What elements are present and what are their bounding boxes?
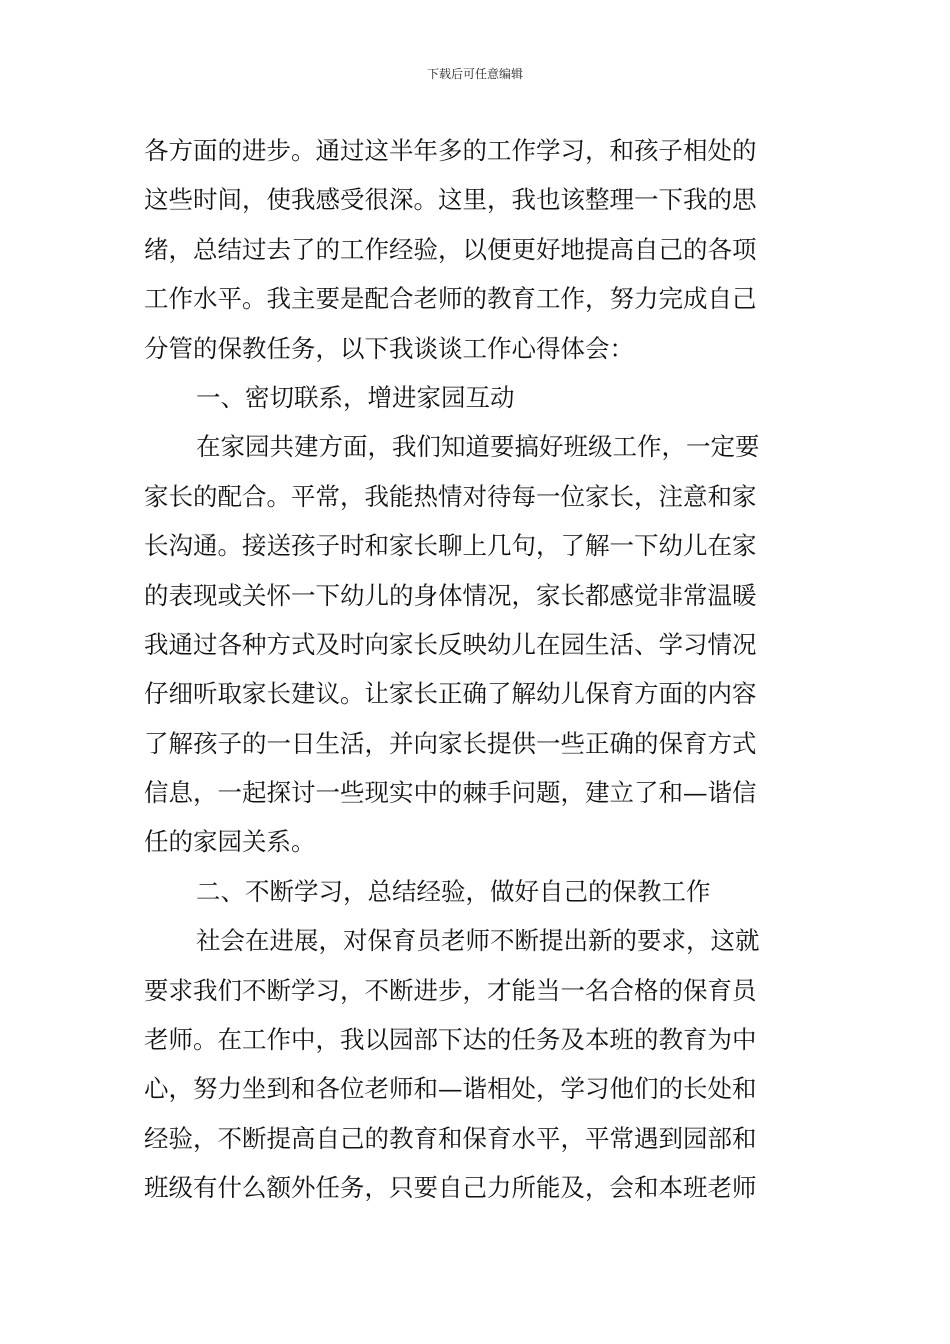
text-line: 信息，一起探讨一些现实中的棘手问题，建立了和—谐信 [144, 778, 757, 808]
text-line: 了解孩子的一日生活，并向家长提供一些正确的保育方式 [144, 728, 757, 758]
text-line: 分管的保教任务，以下我谈谈工作心得体会： [144, 333, 634, 363]
text-line: 仔细听取家长建议。让家长正确了解幼儿保育方面的内容 [144, 679, 757, 709]
text-line: 心，努力坐到和各位老师和—谐相处，学习他们的长处和 [144, 1074, 757, 1104]
text-line: 的表现或关怀一下幼儿的身体情况，家长都感觉非常温暖 [144, 580, 757, 610]
text-line: 长沟通。接送孩子时和家长聊上几句，了解一下幼儿在家 [144, 531, 757, 561]
text-line: 我通过各种方式及时向家长反映幼儿在园生活、学习情况 [144, 629, 757, 659]
text-line: 老师。在工作中，我以园部下达的任务及本班的教育为中 [144, 1025, 757, 1055]
text-line: 家长的配合。平常，我能热情对待每一位家长，注意和家 [144, 481, 757, 511]
text-line: 班级有什么额外任务，只要自己力所能及，会和本班老师 [144, 1173, 757, 1203]
text-line: 这些时间，使我感受很深。这里，我也该整理一下我的思 [144, 185, 757, 215]
text-line: 工作水平。我主要是配合老师的教育工作，努力完成自己 [144, 284, 757, 314]
text-line: 绪，总结过去了的工作经验，以便更好地提高自己的各项 [144, 234, 757, 264]
document-body [144, 126, 808, 1213]
paragraph-first-line: 在家园共建方面，我们知道要搞好班级工作，一定要 [196, 432, 760, 462]
section-heading-2: 二、不断学习，总结经验，做好自己的保教工作 [196, 876, 711, 906]
text-line: 要求我们不断学习，不断进步，才能当一名合格的保育员 [144, 975, 757, 1005]
page-header-note: 下载后可任意编辑 [426, 67, 523, 81]
paragraph-first-line: 社会在进展，对保育员老师不断提出新的要求，这就 [196, 926, 760, 956]
section-heading-1: 一、密切联系，增进家园互动 [196, 382, 515, 412]
text-line: 任的家园关系。 [144, 827, 316, 857]
text-line: 经验，不断提高自己的教育和保育水平，平常遇到园部和 [144, 1123, 757, 1153]
text-line: 各方面的进步。通过这半年多的工作学习，和孩子相处的 [144, 136, 757, 165]
